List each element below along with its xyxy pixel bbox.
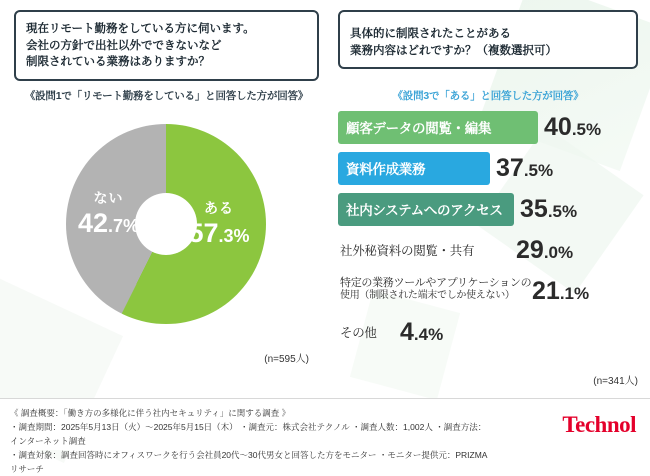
bar-row xyxy=(338,231,638,269)
question-left-line2: 会社の方針で出社以外でできないなど xyxy=(26,39,222,52)
donut-label-nai-int: 42 xyxy=(77,208,108,238)
bar-value-int: 37 xyxy=(496,153,524,182)
bar-value-int: 40 xyxy=(544,112,572,141)
question-right-line1: 具体的に制限されたことがある xyxy=(350,28,511,40)
bar-value-int: 29 xyxy=(516,235,544,264)
donut-label-aru-name: ある xyxy=(204,200,234,216)
question-box-right xyxy=(338,10,638,69)
bar-value-dec: .5% xyxy=(571,119,602,139)
brand-logo: Technol xyxy=(562,412,636,437)
bar-value-dec: .1% xyxy=(559,283,590,303)
bar-segment xyxy=(338,316,394,349)
bar-label: 資料作成業務 xyxy=(346,162,426,177)
bar-value-label xyxy=(516,235,574,264)
footer-survey-details xyxy=(10,406,490,476)
bar-value-label xyxy=(532,276,590,305)
donut-label-nai-dec: .7% xyxy=(108,216,140,236)
bar-label: 顧客データの閲覧・編集 xyxy=(346,121,492,136)
sample-size-left: (n=595人) xyxy=(264,354,309,365)
bar-segment xyxy=(338,111,538,144)
donut-label-nai-name: ない xyxy=(93,190,124,206)
bar-value-int: 21 xyxy=(532,276,560,305)
bar-label: 社内システムへのアクセス xyxy=(346,203,503,218)
donut-label-aru-int: 57 xyxy=(188,218,219,248)
bar-value-dec: .5% xyxy=(523,160,554,180)
question-box-left xyxy=(14,10,319,81)
bar-value-dec: .4% xyxy=(413,324,444,344)
bar-value-int: 4 xyxy=(400,317,414,346)
bar-value-dec: .5% xyxy=(547,201,578,221)
caption-left: 《設問1で「リモート勤務をしている」と回答した方が回答》 xyxy=(24,90,309,102)
bar-value-label xyxy=(520,194,578,223)
bar-label: 社外秘資料の閲覧・共有 xyxy=(340,244,475,258)
bar-segment xyxy=(338,275,532,308)
question-left-line3: 制限されている業務はありますか？ xyxy=(26,56,210,69)
bar-value-label xyxy=(544,112,602,141)
bar-value-label xyxy=(496,153,554,182)
donut-slice-label-nai xyxy=(56,188,161,237)
donut-slice-label-aru xyxy=(164,198,274,247)
bar-segment xyxy=(338,234,510,267)
question-right-line2: 業務内容はどれですか？（複数選択可） xyxy=(350,44,557,57)
bar-label: その他 xyxy=(340,326,377,340)
bar-row xyxy=(338,272,638,310)
bar-value-label xyxy=(400,317,444,346)
bar-value-int: 35 xyxy=(520,194,548,223)
footer-line-2: ・調査期間：2025年5月13日（火）〜2025年5月15日（木） ・調査元：株式会社テクノル ・調査人数：1,002人 ・調査方法：インターネット調査 xyxy=(10,422,487,447)
bar-label: 特定の業務ツールやアプリケーションの xyxy=(340,276,532,289)
bar-label-line2: 使用（制限された端末でしか使えない） xyxy=(340,290,515,302)
caption-right: 《設問3で「ある」と回答した方が回答》 xyxy=(392,90,584,102)
bar-row xyxy=(338,190,638,228)
bar-chart xyxy=(338,108,638,354)
footer xyxy=(0,398,650,475)
bar-segment xyxy=(338,152,490,185)
bar-segment xyxy=(338,193,514,226)
donut-chart xyxy=(14,110,319,380)
bar-value-dec: .0% xyxy=(543,242,574,262)
bar-row xyxy=(338,108,638,146)
bar-row xyxy=(338,313,638,351)
question-left-line1: 現在リモート勤務をしている方に伺います。 xyxy=(26,23,255,35)
footer-line-3: ・調査対象：調査回答時にオフィスワークを行う会社員20代〜30代男女と回答した方をモニター ・モニター提供元：PRIZMAリサーチ xyxy=(10,450,488,475)
donut-label-aru-dec: .3% xyxy=(218,226,250,246)
footer-line-1: 《 調査概要：「働き方の多様化に伴う社内セキュリティ」に関する調査 》 xyxy=(10,408,291,418)
sample-size-right: (n=341人) xyxy=(593,376,638,387)
bar-row xyxy=(338,149,638,187)
